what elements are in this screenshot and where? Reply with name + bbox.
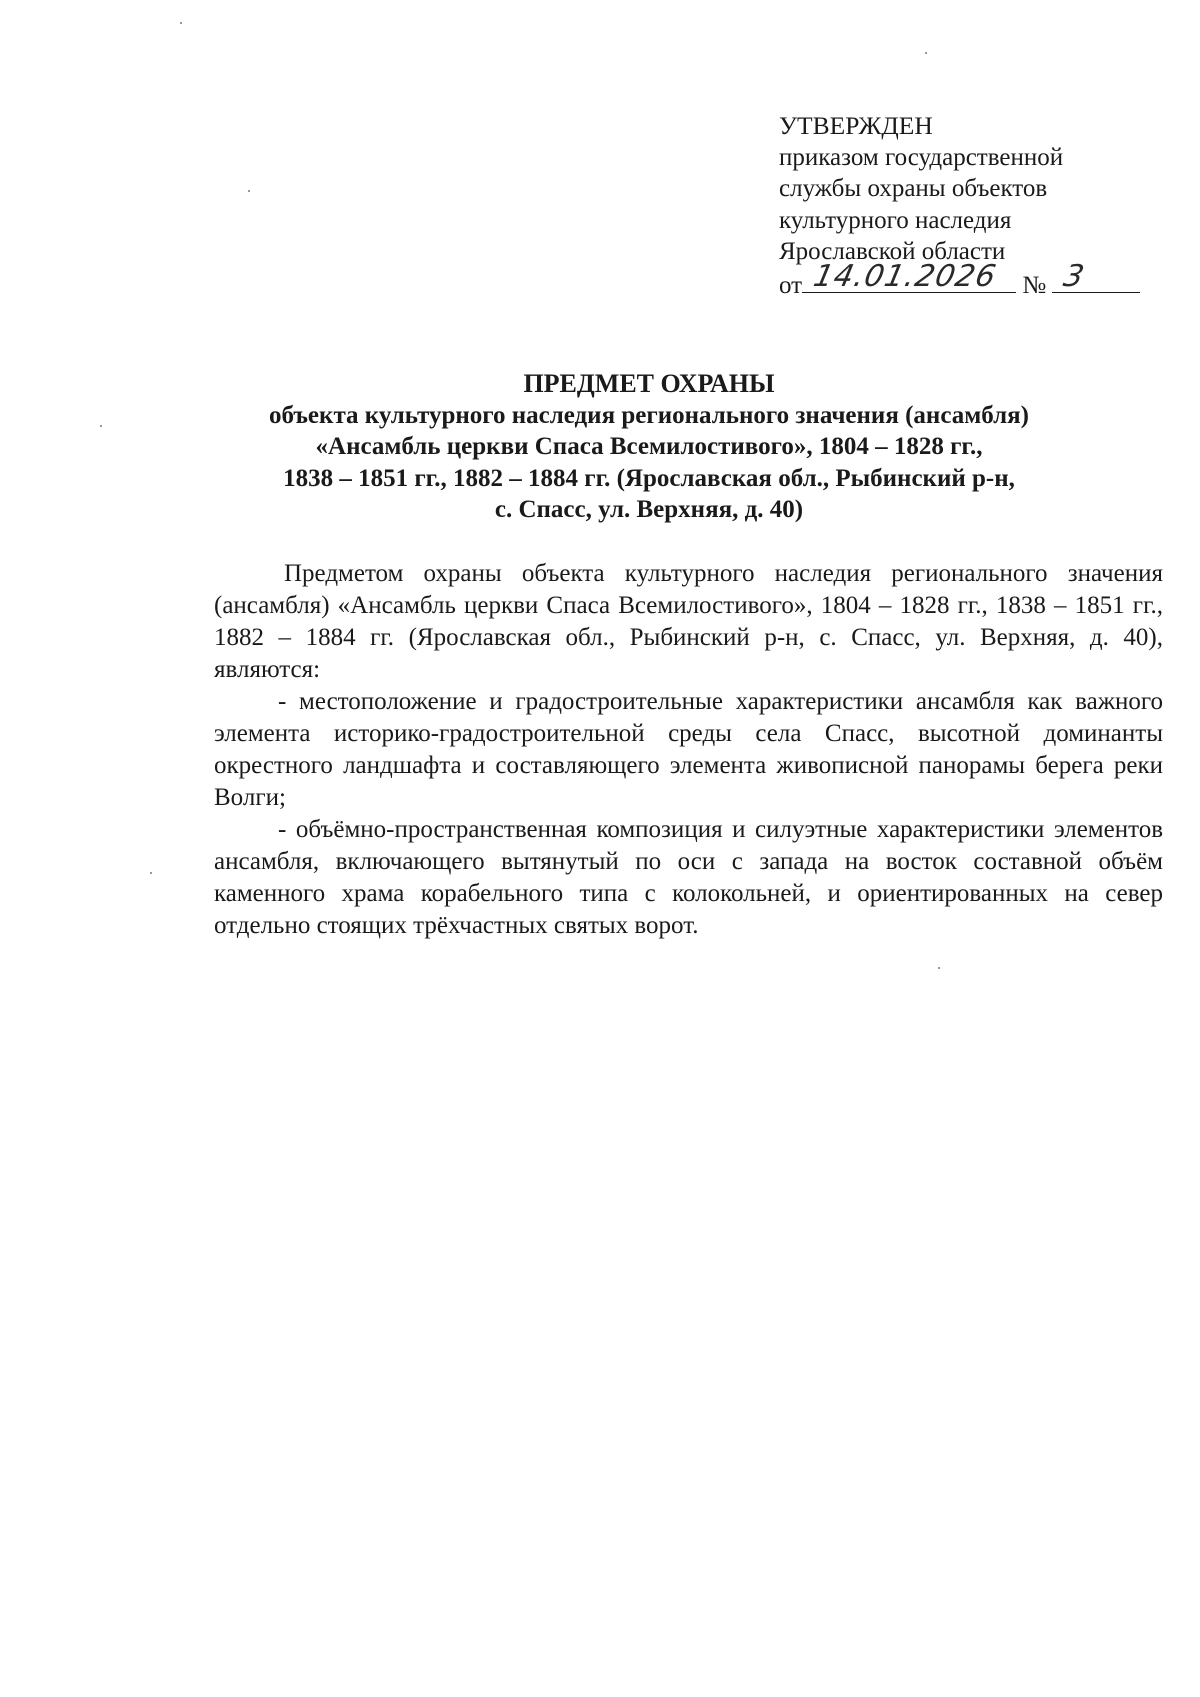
- approval-line: службы охраны объектов: [779, 175, 1048, 202]
- protection-item: - местоположение и градостроительные характеристики ансамбля как важного элемента историко-градостроительной среды села Спасс, высотной доминанты окрестного ландшафта и составляющего элемента живописной панорамы берега реки Волги;: [214, 688, 1163, 811]
- scan-speck: [248, 190, 250, 192]
- heading-title: ПРЕДМЕТ ОХРАНЫ: [523, 369, 775, 398]
- handwritten-number: 3: [1060, 258, 1089, 294]
- date-prefix: от: [779, 271, 803, 299]
- document-body: [214, 558, 1163, 942]
- document-heading: [200, 368, 1098, 526]
- heading-line: 1838 – 1851 гг., 1882 – 1884 гг. (Ярославская обл., Рыбинский р-н,: [283, 464, 1015, 492]
- heading-line: объекта культурного наследия регионального значения (ансамбля): [268, 401, 1030, 429]
- approval-block: [779, 110, 1159, 300]
- number-field: [1052, 258, 1140, 294]
- handwritten-date: 14.01.2026: [810, 258, 1000, 294]
- heading-line: с. Спасс, ул. Верхняя, д. 40): [494, 496, 804, 523]
- scan-speck: [938, 967, 940, 969]
- approval-line: культурного наследия: [779, 206, 1012, 234]
- approval-date-number-line: [779, 258, 1159, 300]
- approval-line: приказом государственной: [779, 143, 1064, 171]
- scan-speck: [100, 425, 102, 427]
- heading-line: «Ансамбль церкви Спаса Всемилостивого», 1804 – 1828 гг.,: [315, 433, 983, 460]
- approval-line: Ярославской области: [779, 238, 1006, 265]
- scan-speck: [180, 22, 182, 24]
- approval-title: УТВЕРЖДЕН: [779, 111, 933, 140]
- intro-paragraph: Предметом охраны объекта культурного наследия регионального значения (ансамбля) «Ансамбль церкви Спаса Всемилостивого», 1804 – 1828 гг., 1838 – 1851 гг., 1882 – 1884 гг. (Ярославская обл., Рыбинский р-н, с. Спасс, ул. Верхняя, д. 40), являются:: [214, 560, 1163, 683]
- date-field: [802, 258, 1016, 294]
- scan-speck: [925, 52, 927, 54]
- number-prefix: №: [1022, 271, 1047, 299]
- protection-item: - объёмно-пространственная композиция и силуэтные характеристики элементов ансамбля, включающего вытянутый по оси с запада на восток составной объём каменного храма корабельного типа с колокольней, и ориентированных на север отдельно стоящих трёхчастных святых ворот.: [214, 816, 1163, 939]
- scan-speck: [150, 872, 152, 874]
